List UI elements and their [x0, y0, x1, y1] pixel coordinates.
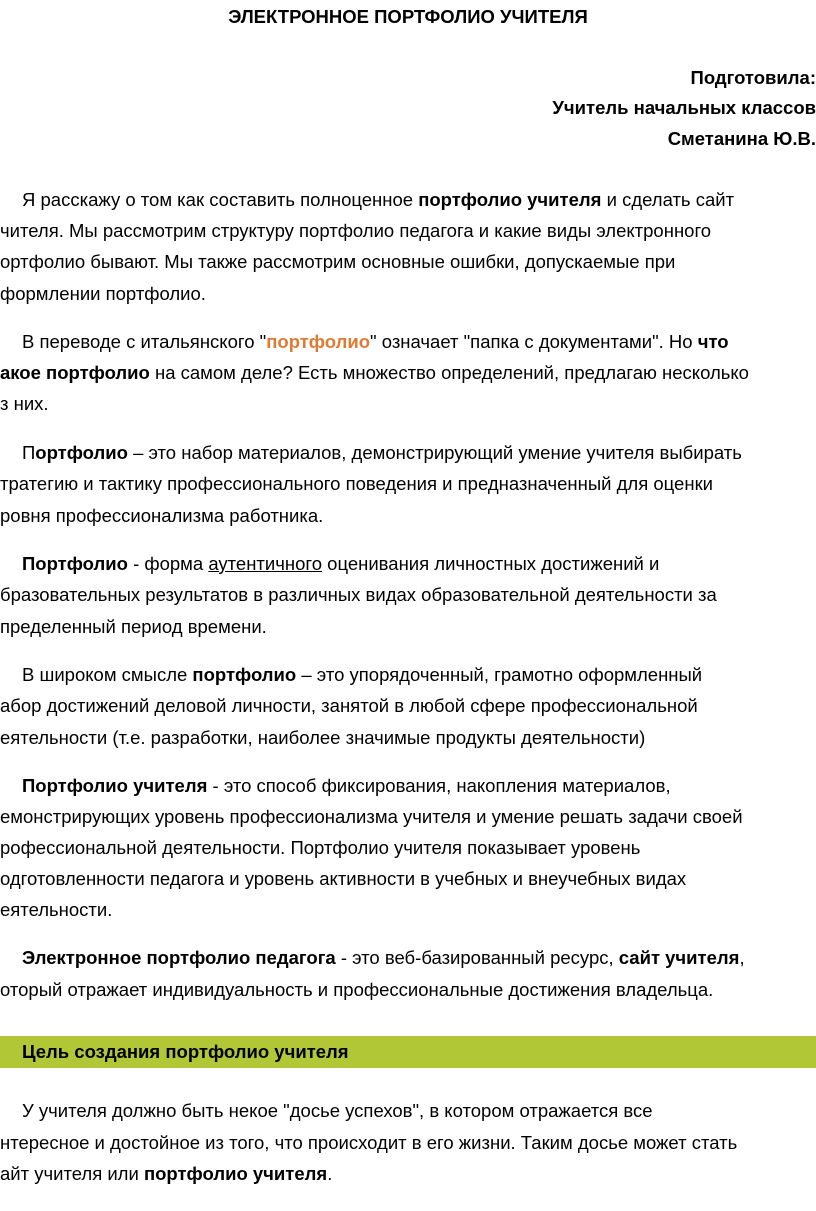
paragraph-definition-2-line: пределенный период времени. [0, 616, 267, 637]
paragraph-intro-line: ортфолио бывают. Мы также рассмотрим основные ошибки, допускаемые при [0, 251, 676, 272]
document-title: ЭЛЕКТРОННОЕ ПОРТФОЛИО УЧИТЕЛЯ [228, 6, 588, 27]
paragraph-teacher-portfolio-line: емонстрирующих уровень профессионализма учителя и умение решать задачи своей [0, 806, 743, 827]
paragraph-teacher-portfolio-line: одготовленности педагога и уровень активности в учебных и внеучебных видах [0, 868, 687, 889]
paragraph-definition-2-line: бразовательных результатов в различных видах образовательной деятельности за [0, 584, 717, 605]
paragraph-intro-line: чителя. Мы рассмотрим структуру портфолио педагога и какие виды электронного [0, 220, 712, 241]
portfolio-term-highlight: портфолио [266, 331, 371, 352]
paragraph-broad-sense-line: еятельности (т.е. разработки, наиболее значимые продукты деятельности) [0, 727, 646, 748]
author-position: Учитель начальных классов [552, 97, 816, 118]
paragraph-teacher-portfolio-line: рофессиональной деятельности. Портфолио учителя показывает уровень [0, 837, 641, 858]
section-heading: Цель создания портфолио учителя [22, 1041, 349, 1062]
paragraph-translation-line: з них. [0, 393, 49, 414]
author-name: Сметанина Ю.В. [667, 128, 816, 149]
paragraph-broad-sense-line: В широком смысле портфолио – это упорядоченный, грамотно оформленный [22, 664, 703, 685]
authentic-link[interactable]: аутентичного [208, 553, 323, 574]
paragraph-definition-1-line: ровня профессионализма работника. [0, 505, 324, 526]
paragraph-translation-line: В переводе с итальянского "портфолио" означает "папка с документами". Но что [22, 331, 729, 352]
paragraph-electronic-portfolio-line: Электронное портфолио педагога - это веб-базированный ресурс, сайт учителя, [22, 947, 745, 968]
paragraph-definition-2-line: Портфолио - форма аутентичного оценивания личностных достижений и [22, 553, 660, 574]
author-label: Подготовила: [690, 67, 816, 88]
paragraph-translation-line: акое портфолио на самом деле? Есть множество определений, предлагаю несколько [0, 362, 749, 383]
paragraph-broad-sense-line: абор достижений деловой личности, занятой в любой сфере профессиональной [0, 695, 698, 716]
paragraph-purpose-line: У учителя должно быть некое "досье успехов", в котором отражается все [22, 1100, 653, 1121]
paragraph-teacher-portfolio-line: Портфолио учителя - это способ фиксирования, накопления материалов, [22, 775, 671, 796]
paragraph-electronic-portfolio-line: оторый отражает индивидуальность и профессиональные достижения владельца. [0, 979, 714, 1000]
paragraph-definition-1-line: тратегию и тактику профессионального поведения и предназначенный для оценки [0, 473, 713, 494]
paragraph-intro-line: Я расскажу о том как составить полноценное портфолио учителя и сделать сайт [22, 189, 735, 210]
paragraph-definition-1-line: Портфолио – это набор материалов, демонстрирующий умение учителя выбирать [22, 442, 742, 463]
paragraph-purpose-line: айт учителя или портфолио учителя. [0, 1163, 333, 1184]
section-heading-band [0, 1036, 816, 1068]
paragraph-teacher-portfolio-line: еятельности. [0, 899, 113, 920]
paragraph-intro-line: формлении портфолио. [0, 283, 206, 304]
paragraph-purpose-line: нтересное и достойное из того, что происходит в его жизни. Таким досье может стать [0, 1132, 738, 1153]
